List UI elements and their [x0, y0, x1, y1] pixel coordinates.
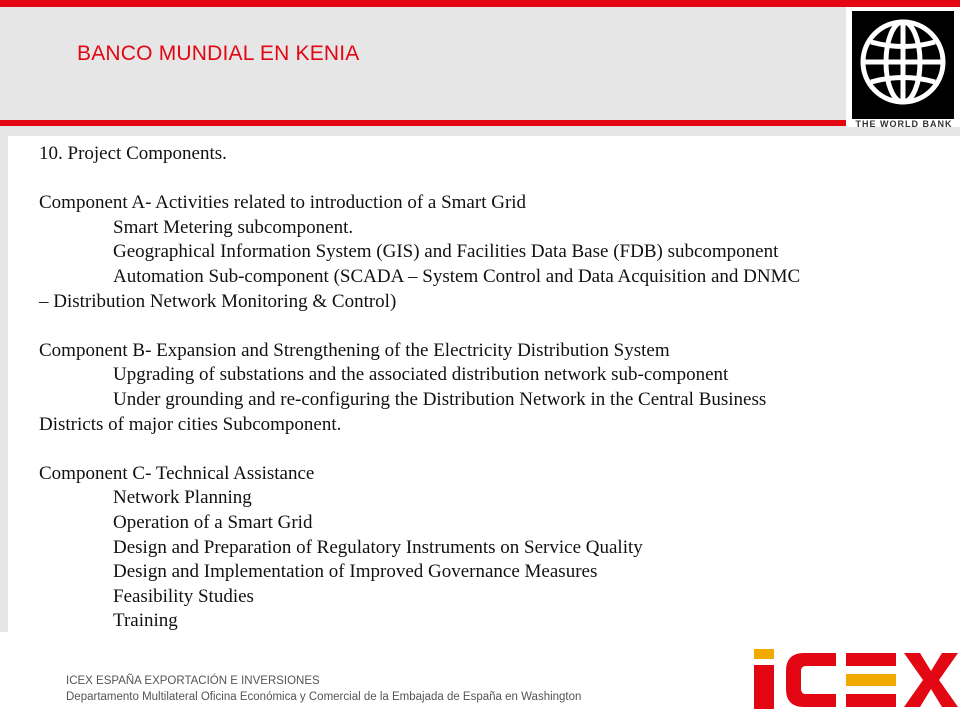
top-accent-bar	[0, 0, 960, 7]
blank-line	[39, 437, 944, 462]
document-line: Operation of a Smart Grid	[113, 511, 313, 533]
document-line: Districts of major cities Subcomponent.	[39, 413, 342, 435]
globe-icon	[852, 11, 954, 119]
document-line: Smart Metering subcomponent.	[113, 216, 354, 238]
document-line: Automation Sub-component (SCADA – System Control and Data Acquisition and DNMC	[113, 265, 801, 287]
document-line: Under grounding and re-configuring the Distribution Network in the Central Business	[113, 388, 767, 410]
document-line: Component C- Technical Assistance	[39, 462, 315, 484]
document-line: Design and Preparation of Regulatory Instruments on Service Quality	[113, 536, 643, 558]
document-line: 10. Project Components.	[39, 143, 227, 164]
header-gray-strip	[0, 126, 960, 136]
document-line: – Distribution Network Monitoring & Control)	[39, 290, 397, 312]
left-margin-strip	[0, 136, 8, 632]
document-text	[39, 142, 944, 634]
document-line: Training	[113, 610, 178, 632]
icex-logo	[752, 645, 958, 711]
document-line: Network Planning	[113, 487, 252, 509]
blank-line	[39, 167, 944, 192]
document-line: Geographical Information System (GIS) and Facilities Data Base (FDB) subcomponent	[113, 241, 779, 263]
footer-org: ICEX ESPAÑA EXPORTACIÓN E INVERSIONES	[66, 675, 320, 687]
document-line: Design and Implementation of Improved Governance Measures	[113, 561, 598, 583]
logo-caption: THE WORLD BANK	[855, 119, 953, 129]
footer-department: Departamento Multilateral Oficina Económica y Comercial de la Embajada de España en Washington	[66, 691, 582, 703]
blank-line	[39, 314, 944, 339]
document-line: Component B- Expansion and Strengthening of the Electricity Distribution System	[39, 339, 670, 361]
world-bank-logo	[846, 7, 960, 127]
page-title: BANCO MUNDIAL EN KENIA	[77, 42, 360, 65]
document-excerpt	[8, 136, 960, 632]
document-line: Upgrading of substations and the associated distribution network sub-component	[113, 364, 729, 386]
document-line: Component A- Activities related to introduction of a Smart Grid	[39, 192, 527, 214]
document-line: Feasibility Studies	[113, 585, 254, 607]
footer	[66, 673, 581, 705]
